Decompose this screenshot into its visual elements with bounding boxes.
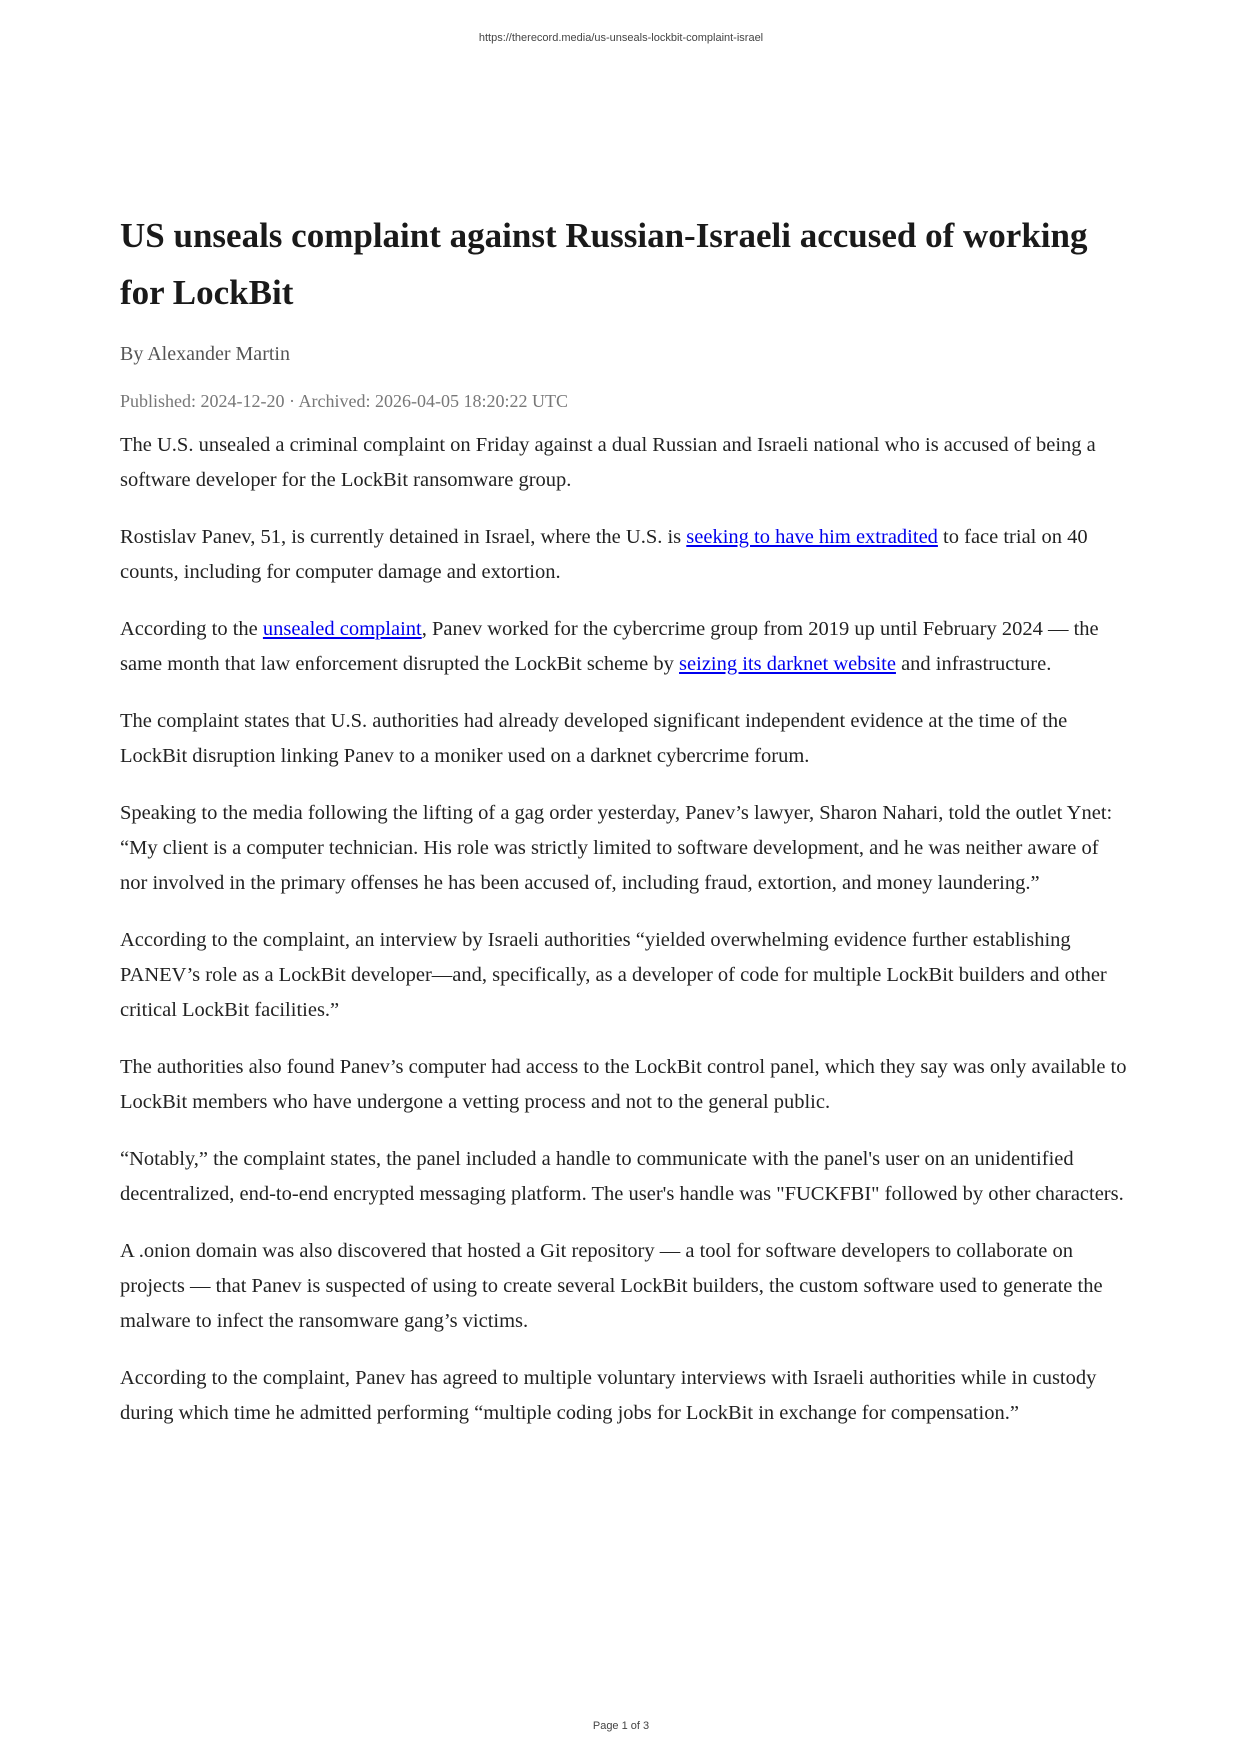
paragraph-6: According to the complaint, an interview by Israeli authorities “yielded overwhelming evidence further establishing PANEV’s role as a LockBit developer—and, specifically, as a developer of code for multiple LockBit builders and other critical LockBit facilities.” — [120, 929, 1107, 1021]
paragraph-2-text-after: to face trial on 40 counts, including for computer damage and extortion. — [120, 526, 1088, 583]
darknet-website-link[interactable]: seizing its darknet website — [679, 653, 896, 675]
article-meta: Published: 2024-12-20 · Archived: 2026-04-05 18:20:22 UTC — [120, 391, 568, 411]
paragraph-4: The complaint states that U.S. authorities had already developed significant independent evidence at the time of the LockBit disruption linking Panev to a moniker used on a darknet cybercrime forum. — [120, 710, 1068, 767]
paragraph-8: “Notably,” the complaint states, the panel included a handle to communicate with the panel's user on an unidentified decentralized, end-to-end encrypted messaging platform. The user's handle was "FUCKFBI" followed by other characters. — [120, 1148, 1124, 1205]
paragraph-10: According to the complaint, Panev has agreed to multiple voluntary interviews with Israeli authorities while in custody during which time he admitted performing “multiple coding jobs for LockBit in exchange for compensation.” — [120, 1367, 1097, 1424]
unsealed-complaint-link[interactable]: unsealed complaint — [262, 618, 422, 640]
paragraph-3 — [120, 612, 1130, 682]
paragraph-7: The authorities also found Panev’s computer had access to the LockBit control panel, which they say was only available to LockBit members who have undergone a vetting process and not to the general public. — [120, 1056, 1127, 1113]
page-url: https://therecord.media/us-unseals-lockbit-complaint-israel — [478, 32, 764, 44]
page-number: Page 1 of 3 — [592, 1720, 650, 1732]
paragraph-3-text-before: According to the — [120, 618, 263, 640]
paragraph-3-text-middle: , Panev worked for the cybercrime group from 2019 up until February 2024 — the same month that law enforcement disrupted the LockBit scheme by — [120, 618, 1099, 675]
article-byline: By Alexander Martin — [120, 343, 290, 365]
paragraph-5: Speaking to the media following the lifting of a gag order yesterday, Panev’s lawyer, Sharon Nahari, told the outlet Ynet: “My client is a computer technician. His role was strictly limited to software development, and he was neither aware of nor involved in the primary offenses he has been accused of, including fraud, extortion, and money laundering.” — [120, 802, 1113, 894]
paragraph-1: The U.S. unsealed a criminal complaint on Friday against a dual Russian and Israeli national who is accused of being a software developer for the LockBit ransomware group. — [120, 434, 1096, 491]
paragraph-9: A .onion domain was also discovered that hosted a Git repository — a tool for software developers to collaborate on projects — that Panev is suspected of using to create several LockBit builders, the custom software used to generate the malware to infect the ransomware gang’s victims. — [120, 1240, 1103, 1332]
article-title: US unseals complaint against Russian-Israeli accused of working for LockBit — [120, 216, 1088, 312]
paragraph-2-text-before: Rostislav Panev, 51, is currently detained in Israel, where the U.S. is — [120, 526, 687, 548]
article — [120, 207, 1130, 1453]
article-body — [120, 428, 1130, 1431]
paragraph-2 — [120, 520, 1130, 590]
extradition-link[interactable]: seeking to have him extradited — [686, 526, 938, 548]
paragraph-3-text-after: and infrastructure. — [895, 653, 1052, 675]
